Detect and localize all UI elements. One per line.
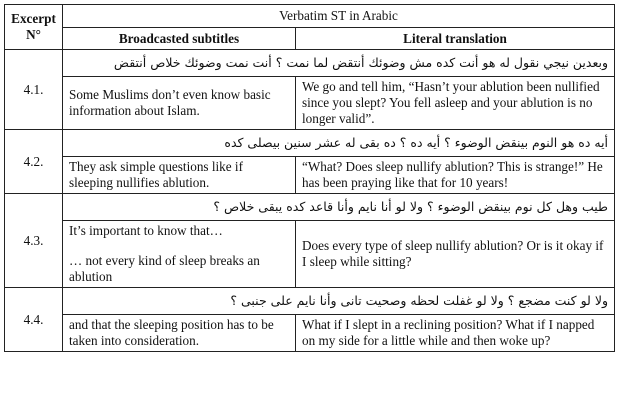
- broadcasted-subtitles-header: Broadcasted subtitles: [63, 28, 296, 50]
- broadcasted-subtitle-4-3-part-b: … not every kind of sleep breaks an ablution: [69, 253, 260, 284]
- excerpt-header-line1: Excerpt: [11, 11, 56, 26]
- arabic-row-4-2: [5, 130, 615, 157]
- literal-translation-4-1: We go and tell him, “Hasn’t your ablution been nullified since you slept? You fell asleep and your ablution is no longer valid”.: [296, 77, 615, 130]
- broadcasted-subtitle-4-1: Some Muslims don’t even know basic information about Islam.: [63, 77, 296, 130]
- excerpt-number-4-2: 4.2.: [5, 130, 63, 194]
- broadcasted-subtitle-4-4: and that the sleeping position has to be taken into consideration.: [63, 315, 296, 352]
- arabic-verbatim-4-2: أيه ده هو النوم بينقض الوضوء ؟ أيه ده ؟ ده بقى له عشر سنين بيصلى كده: [63, 130, 615, 157]
- excerpt-number-4-4: 4.4.: [5, 288, 63, 352]
- translation-row-4-4: [5, 315, 615, 352]
- arabic-verbatim-4-4: ولا لو كنت مضجع ؟ ولا لو غفلت لحظه وصحيت تانى وأنا نايم على جنبى ؟: [63, 288, 615, 315]
- excerpt-number-4-1: 4.1.: [5, 50, 63, 130]
- arabic-row-4-3: [5, 194, 615, 221]
- excerpt-number-4-3: 4.3.: [5, 194, 63, 288]
- translation-row-4-2: [5, 157, 615, 194]
- arabic-row-4-1: [5, 50, 615, 77]
- literal-translation-4-4: What if I slept in a reclining position? What if I napped on my side for a little while and then woke up?: [296, 315, 615, 352]
- literal-translation-4-3: Does every type of sleep nullify ablution? Or is it okay if I sleep while sitting?: [296, 221, 615, 288]
- literal-translation-4-2: “What? Does sleep nullify ablution? This is strange!” He has been praying like that for 10 years!: [296, 157, 615, 194]
- header-row-sub: [5, 28, 615, 50]
- translation-row-4-1: [5, 77, 615, 130]
- broadcasted-subtitle-4-2: They ask simple questions like if sleeping nullifies ablution.: [63, 157, 296, 194]
- subtitle-comparison-table: [4, 4, 615, 352]
- arabic-verbatim-4-1: وبعدين نيجي نقول له هو أنت كده مش وضوئك أنتقض لما نمت ؟ أنت نمت وضوئك خلاص أنتقض: [63, 50, 615, 77]
- arabic-row-4-4: [5, 288, 615, 315]
- literal-translation-header: Literal translation: [296, 28, 615, 50]
- translation-row-4-3: [5, 221, 615, 288]
- broadcasted-subtitle-4-3-part-a: It’s important to know that…: [69, 223, 223, 238]
- excerpt-header-line2: N°: [26, 27, 41, 42]
- broadcasted-subtitle-4-3: [63, 221, 296, 288]
- excerpt-header: [5, 5, 63, 50]
- header-row-top: [5, 5, 615, 28]
- arabic-verbatim-4-3: طيب وهل كل نوم بينقض الوضوء ؟ ولا لو أنا نايم وأنا قاعد كده يبقى خلاص ؟: [63, 194, 615, 221]
- verbatim-header: Verbatim ST in Arabic: [63, 5, 615, 28]
